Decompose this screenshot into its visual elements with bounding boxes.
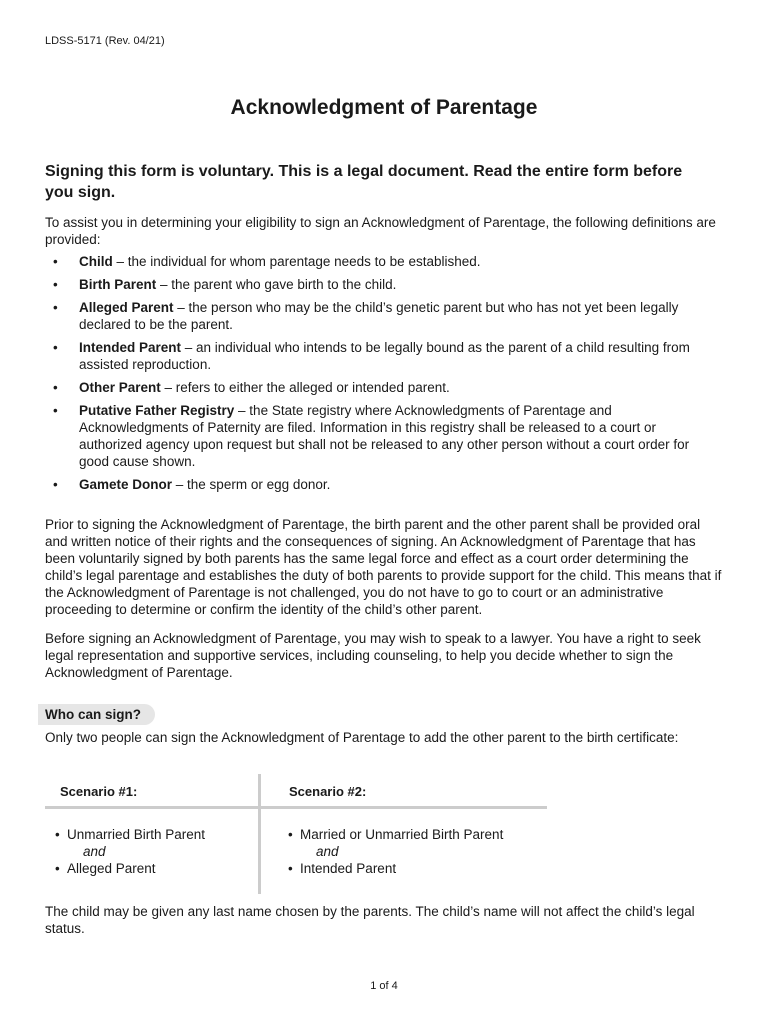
definition-item-birth-parent [52, 276, 712, 293]
bullet-icon: • [55, 827, 60, 842]
voluntary-notice: Signing this form is voluntary. This is a legal document. Read the entire form before you sign. [45, 163, 683, 201]
scenario-2-heading: Scenario #2: [289, 784, 367, 799]
definition-term: Other Parent [79, 380, 161, 395]
bullet-icon: • [53, 340, 58, 355]
column-divider [258, 774, 261, 894]
scenario-2-first: Married or Unmarried Birth Parent [300, 827, 504, 842]
form-id: LDSS-5171 (Rev. 04/21) [45, 35, 165, 47]
scenario-2-second: Intended Parent [300, 861, 397, 876]
scenario-2-list [288, 826, 503, 877]
bullet-icon: • [53, 254, 58, 269]
definition-term: Intended Parent [79, 340, 182, 355]
bullet-icon: • [53, 380, 58, 395]
page-title: Acknowledgment of Parentage [230, 96, 538, 119]
bullet-icon: • [53, 403, 58, 418]
definition-term: Gamete Donor [79, 477, 173, 492]
definition-item-other-parent [52, 379, 712, 396]
definitions-list [52, 253, 712, 499]
who-can-sign-text: Only two people can sign the Acknowledgment of Parentage to add the other parent to the birth certificate: [45, 730, 679, 745]
list-item [55, 860, 205, 877]
scenario-1-first: Unmarried Birth Parent [67, 827, 206, 842]
bullet-icon: • [288, 827, 293, 842]
scenario-1-heading: Scenario #1: [60, 784, 138, 799]
scenario-2-connector: and [316, 844, 339, 859]
definition-term: Birth Parent [79, 277, 157, 292]
definition-text: – the State registry where Acknowledgments of Parentage and Acknowledgments of Paternity are filed. Information in this registry shall be released to a court or authorized agency upon request but shall not be released to any other person without a court order for good cause shown. [79, 403, 690, 469]
notice-paragraph: Prior to signing the Acknowledgment of Parentage, the birth parent and the other parent shall be provided oral and written notice of their rights and the consequences of signing. An Acknowledgment of Parentage that has been voluntarily signed by both parents has the same legal force and effect as a court order determining the child’s legal parentage and establishes the duty of both parents to provide support for the child. This means that if the Acknowledgment of Parentage is not challenged, you do not have to go to court or an administrative proceeding to determine or confirm the identity of the child’s other parent. [45, 517, 722, 617]
definition-item-gamete-donor [52, 476, 712, 493]
bullet-icon: • [53, 277, 58, 292]
definitions-intro: To assist you in determining your eligibility to sign an Acknowledgment of Parentage, the following definitions are provided: [45, 215, 716, 247]
scenario-1-second: Alleged Parent [67, 861, 156, 876]
definition-item-child [52, 253, 712, 270]
definition-term: Child [79, 254, 113, 269]
scenario-1-connector: and [83, 844, 106, 859]
bullet-icon: • [288, 861, 293, 876]
definition-text: – an individual who intends to be legally bound as the parent of a child resulting from assisted reproduction. [79, 340, 690, 372]
header-divider [45, 806, 547, 809]
definition-text: – refers to either the alleged or intended parent. [160, 380, 450, 395]
definition-item-putative-father-registry [52, 402, 712, 470]
page-number: 1 of 4 [370, 980, 398, 992]
who-can-sign-heading: Who can sign? [38, 704, 155, 725]
list-item [55, 826, 205, 843]
definition-text: – the person who may be the child’s genetic parent but who has not yet been legally declared to be the parent. [79, 300, 679, 332]
scenario-1-list [55, 826, 205, 877]
definition-term: Putative Father Registry [79, 403, 235, 418]
last-name-paragraph: The child may be given any last name chosen by the parents. The child’s name will not affect the child’s legal status. [45, 904, 695, 936]
list-item [288, 860, 503, 877]
definition-text: – the parent who gave birth to the child. [156, 277, 397, 292]
definition-text: – the sperm or egg donor. [172, 477, 331, 492]
bullet-icon: • [55, 861, 60, 876]
bullet-icon: • [53, 477, 58, 492]
scenario-table [45, 774, 547, 894]
definition-term: Alleged Parent [79, 300, 174, 315]
lawyer-paragraph: Before signing an Acknowledgment of Parentage, you may wish to speak to a lawyer. You have a right to seek legal representation and supportive services, including counseling, to help you decide whether to sign the Acknowledgment of Parentage. [45, 631, 701, 680]
definition-item-alleged-parent [52, 299, 712, 333]
bullet-icon: • [53, 300, 58, 315]
definition-text: – the individual for whom parentage needs to be established. [112, 254, 481, 269]
definition-item-intended-parent [52, 339, 712, 373]
list-item [288, 826, 503, 843]
